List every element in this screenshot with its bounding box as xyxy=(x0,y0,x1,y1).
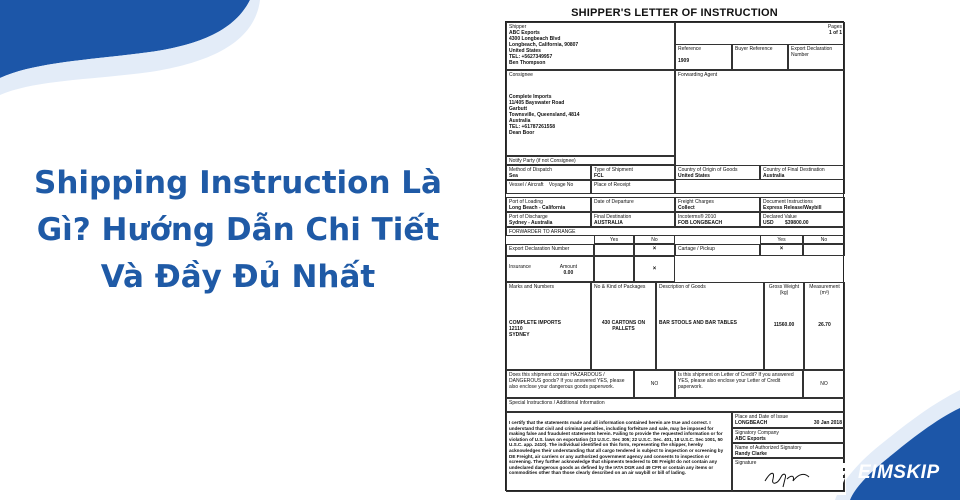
pages-value: 1 of 1 xyxy=(828,30,842,36)
freight-charges-value: Collect xyxy=(678,205,695,211)
no-header: No xyxy=(634,236,675,244)
shipper-line: 4300 Longbeach Blvd xyxy=(509,36,561,42)
country-of-destination-cell xyxy=(760,165,845,180)
shippers-letter-of-instruction-document xyxy=(503,5,846,495)
marks-label: Marks and Numbers xyxy=(509,284,555,290)
type-of-shipment-cell xyxy=(591,165,675,180)
declared-value-label: Declared Value xyxy=(763,214,797,220)
cartage-label: Cartage / Pickup xyxy=(678,246,715,252)
shipper-line: Longbeach, California, 90807 xyxy=(509,42,579,48)
country-of-origin-value: United States xyxy=(678,173,710,179)
description-cell xyxy=(656,282,764,370)
port-of-loading-value: Long Beach - California xyxy=(509,205,566,211)
gross-weight-value: 11560.00 xyxy=(773,322,795,328)
hazardous-cell xyxy=(506,370,634,398)
headline-line-1: Shipping Instruction Là xyxy=(34,165,442,201)
vessel-cell xyxy=(506,180,591,194)
forwarder-to-arrange-cell xyxy=(506,227,845,236)
letter-of-credit-text: Is this shipment on Letter of Credit? If you answered YES, please also enclose your Letter of Credit paperwork. xyxy=(678,372,794,390)
incoterms-cell xyxy=(675,212,760,227)
place-date-label: Place and Date of Issue xyxy=(735,414,789,420)
voyage-label: Voyage No xyxy=(548,182,574,188)
port-of-discharge-label: Port of Discharge xyxy=(509,214,548,220)
export-declaration-yes xyxy=(594,244,634,256)
handwritten-signature xyxy=(761,467,821,489)
headline-line-3: Và Đầy Đủ Nhất xyxy=(100,259,376,295)
packages-cell xyxy=(591,282,656,370)
cartage-cell xyxy=(675,244,760,256)
document-title: SHIPPER'S LETTER OF INSTRUCTION xyxy=(571,7,778,19)
method-of-dispatch-value: Sea xyxy=(509,173,518,179)
buyer-reference-label: Buyer Reference xyxy=(735,46,773,52)
gross-weight-cell xyxy=(764,282,804,370)
export-declaration-number-cell xyxy=(506,244,594,256)
cartage-yes-mark: × xyxy=(760,244,803,256)
country-of-destination-value: Australia xyxy=(763,173,785,179)
place-of-receipt-cell xyxy=(591,180,675,194)
consignee-label: Consignee xyxy=(509,72,533,78)
declared-value-amount: $39800.00 xyxy=(784,220,809,226)
type-of-shipment-label: Type of Shipment xyxy=(594,167,633,173)
authorized-signatory-value: Randy Clarke xyxy=(735,451,767,457)
consignee-line: TEL: +61787261558 xyxy=(509,124,556,130)
logo-text: EIMSKIP xyxy=(858,462,940,483)
packages-label: No & Kind of Packages xyxy=(594,284,646,290)
port-of-loading-label: Port of Loading xyxy=(509,199,543,205)
country-of-destination-label: Country of Final Destination xyxy=(763,167,825,173)
notify-party-cell xyxy=(506,156,675,165)
signature-label: Signature xyxy=(735,460,757,466)
certification-cell xyxy=(506,412,732,492)
measurement-label: Measurement (m³) xyxy=(809,284,840,296)
vessel-label: Vessel / Aircraft xyxy=(509,182,544,188)
eimskip-e-icon xyxy=(826,461,852,485)
authorized-signatory-label: Name of Authorized Signatory xyxy=(735,445,802,451)
signatory-company-label: Signatory Company xyxy=(735,430,779,436)
instruction-form xyxy=(505,21,844,491)
insurance-label: Insurance xyxy=(509,264,531,270)
consignee-line: Complete Imports xyxy=(509,94,552,100)
reference-value: 1909 xyxy=(678,58,690,64)
yes-header: Yes xyxy=(594,236,634,244)
export-declaration-number-label: Export Declaration Number xyxy=(509,246,570,252)
insurance-cell xyxy=(506,256,594,282)
packages-value: 430 CARTONS ON PALLETS xyxy=(601,320,646,332)
declared-value-currency: USD xyxy=(763,220,774,226)
export-declaration-no-mark: × xyxy=(634,244,675,256)
port-of-loading-cell xyxy=(506,197,591,212)
pages-label: Pages xyxy=(827,24,842,30)
document-instructions-label: Document Instructions xyxy=(763,199,813,205)
document-instructions-cell xyxy=(760,197,845,212)
freight-charges-label: Freight Charges xyxy=(678,199,714,205)
buyer-reference-cell xyxy=(732,44,788,70)
special-instructions-cell xyxy=(506,398,845,412)
forwarding-agent-label: Forwarding Agent xyxy=(678,72,718,78)
place-of-receipt-label: Place of Receipt xyxy=(594,182,631,188)
description-value: BAR STOOLS AND BAR TABLES xyxy=(659,320,737,326)
consignee-line: 11/405 Bayswater Road xyxy=(509,100,565,106)
date-value: 30 Jan 2018 xyxy=(813,420,842,426)
shipper-cell xyxy=(506,22,675,70)
date-of-departure-label: Date of Departure xyxy=(594,199,634,205)
shipper-line: United States xyxy=(509,48,541,54)
certification-text: I certify that the statements made and all information contained herein are true and correct. I understand that civil and criminal penalties, including forfeiture and sale, may be imposed for making false and fraudulent statements herein. Failing to provide the requested information or for violation of U.S. laws on exportation (13 U.S.C. Sec 305; 22 U.S.C. Sec. 401, 18 U.S.C. Sec 1001, 50 U.S.C. app. 2410). The individual identified on this form, representing the shipper, hereby acknowledges their understanding that all cargo tendered is subject to inspection or screening by DE Freight, air carriers or any authorized government agency and consents to inspection or screening. They further acknowledge that shipments tendered to DE Freight do not contain any undeclared dangerous goods as defined by the IATA DGR and 49 CFR or contain any items or commodities other than those clearly described on an air waybill or bill of lading. xyxy=(509,420,724,476)
description-label: Description of Goods xyxy=(659,284,706,290)
headline-line-2: Gì? Hướng Dẫn Chi Tiết xyxy=(36,212,440,248)
consignee-cell xyxy=(506,70,675,156)
date-of-departure-cell xyxy=(591,197,675,212)
reference-label: Reference xyxy=(678,46,702,52)
pages-cell xyxy=(675,22,845,44)
hazardous-value: NO xyxy=(634,370,675,398)
final-destination-cell xyxy=(591,212,675,227)
no-header: No xyxy=(803,236,845,244)
document-instructions-value: Express Release/Waybill xyxy=(763,205,822,211)
export-declaration-cell xyxy=(788,44,845,70)
measurement-cell xyxy=(804,282,845,370)
gross-weight-label: Gross Weight (kg) xyxy=(768,284,800,296)
yes-header: Yes xyxy=(760,236,803,244)
place-date-cell xyxy=(732,412,845,428)
shipper-label: Shipper xyxy=(509,24,527,30)
decorative-blob-top xyxy=(0,0,260,95)
marks-line: COMPLETE IMPORTS xyxy=(509,320,561,326)
method-of-dispatch-label: Method of Dispatch xyxy=(509,167,553,173)
shipper-line: ABC Exports xyxy=(509,30,540,36)
amount-value: 0.00 xyxy=(563,270,574,276)
article-headline xyxy=(18,160,458,301)
measurement-value: 26.70 xyxy=(818,322,831,328)
type-of-shipment-value: FCL xyxy=(594,173,604,179)
insurance-yes xyxy=(594,256,634,282)
port-of-discharge-cell xyxy=(506,212,591,227)
consignee-line: Australia xyxy=(509,118,531,124)
consignee-line: Townsville, Queensland, 4814 xyxy=(509,112,580,118)
final-destination-value: AUSTRALIA xyxy=(594,220,623,226)
export-declaration-label: Export Declaration Number xyxy=(791,46,833,58)
marks-cell xyxy=(506,282,591,370)
letter-of-credit-value: NO xyxy=(803,370,845,398)
declared-value-cell xyxy=(760,212,845,227)
place-value: LONGBEACH xyxy=(735,420,768,426)
marks-line: SYDNEY xyxy=(509,332,530,338)
amount-label: Amount xyxy=(559,264,577,270)
cartage-no xyxy=(803,244,845,256)
special-instructions-label: Special Instructions / Additional Information xyxy=(509,400,605,406)
eimskip-logo xyxy=(826,454,954,492)
incoterms-label: Incoterms® 2010 xyxy=(678,214,717,220)
shipper-line: TEL: +5627349957 xyxy=(509,54,553,60)
consignee-line: Dean Boor xyxy=(509,130,535,136)
final-destination-label: Final Destination xyxy=(594,214,632,220)
notify-party-label: Notify Party (if not Consignee) xyxy=(509,158,576,164)
incoterms-value: FOB LONGBEACH xyxy=(678,220,723,226)
freight-charges-cell xyxy=(675,197,760,212)
method-of-dispatch-cell xyxy=(506,165,591,180)
signatory-company-cell xyxy=(732,428,845,443)
reference-cell xyxy=(675,44,732,70)
consignee-line: Garbutt xyxy=(509,106,528,112)
hazardous-text: Does this shipment contain HAZARDOUS / DANGEROUS goods? If you answered YES, please also enclose your dangerous goods paperwork. xyxy=(509,372,625,390)
insurance-no-mark: × xyxy=(634,256,675,282)
country-of-origin-label: Country of Origin of Goods xyxy=(678,167,738,173)
forwarder-to-arrange-label: FORWARDER TO ARRANGE xyxy=(509,229,576,235)
marks-line: 12110 xyxy=(509,326,523,332)
signatory-company-value: ABC Exports xyxy=(735,436,766,442)
port-of-discharge-value: Sydney - Australia xyxy=(509,220,553,226)
letter-of-credit-cell xyxy=(675,370,803,398)
country-of-origin-cell xyxy=(675,165,760,180)
shipper-line: Ben Thompson xyxy=(509,60,546,66)
